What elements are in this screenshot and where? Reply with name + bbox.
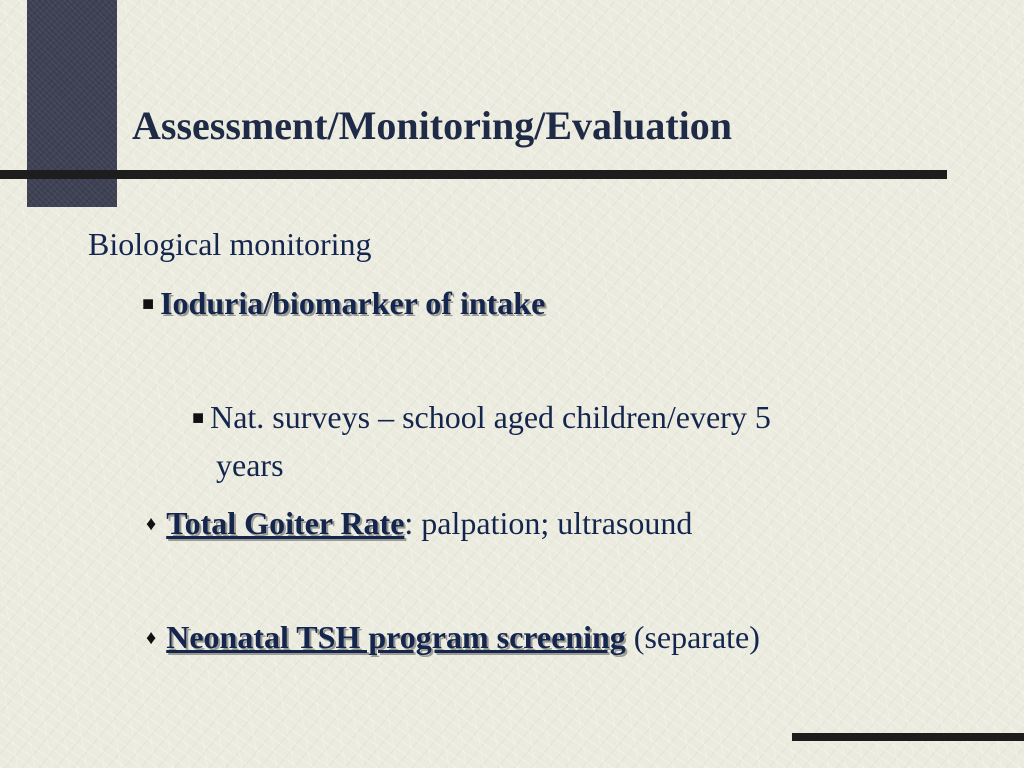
list-item-label: Neonatal TSH program screening [166, 619, 626, 655]
square-bullet-icon: ■ [192, 407, 205, 429]
list-item-tsh [146, 618, 760, 656]
slide-title: Assessment/Monitoring/Evaluation [132, 103, 733, 148]
diamond-bullet-icon: ♦ [146, 627, 157, 649]
list-item-label: Ioduria/biomarker of intake [160, 285, 546, 321]
list-item-text: : palpation; ultrasound [404, 505, 693, 541]
list-item-text: (separate) [625, 619, 760, 655]
list-item-label: Total Goiter Rate [166, 505, 405, 541]
list-item-goiter [146, 504, 692, 542]
list-item-surveys [192, 398, 771, 436]
title-rule [0, 170, 947, 179]
diamond-bullet-icon: ♦ [146, 513, 157, 535]
list-item-ioduria [142, 284, 545, 322]
square-bullet-icon: ■ [142, 293, 155, 315]
list-item-surveys-continued: years [216, 447, 284, 483]
list-item-text: Nat. surveys – school aged children/every 5 [210, 399, 771, 435]
footer-rule [792, 733, 1024, 741]
section-heading: Biological monitoring [88, 226, 372, 262]
